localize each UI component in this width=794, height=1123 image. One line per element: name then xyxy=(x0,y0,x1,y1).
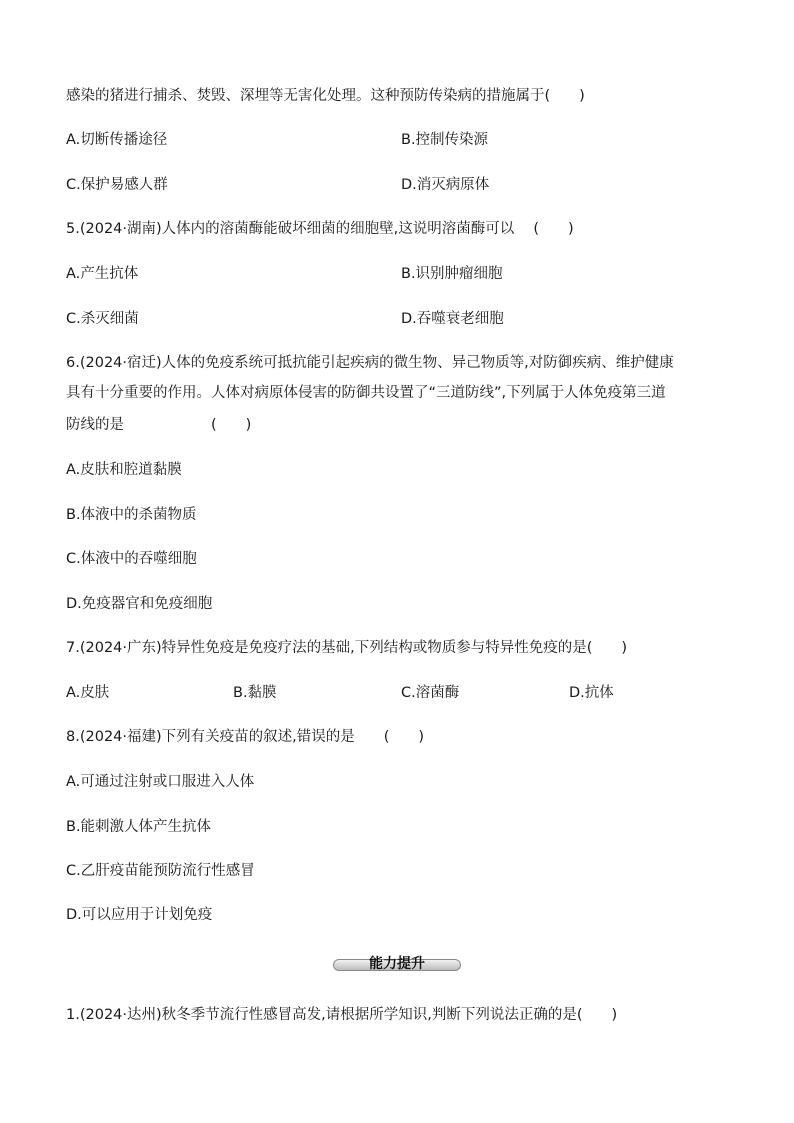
question-4-option-b: B.控制传染源 xyxy=(401,132,489,148)
question-4-stem-tail: 感染的猪进行捕杀、焚毁、深埋等无害化处理。这种预防传染病的措施属于( ) xyxy=(66,88,585,104)
question-8-stem: 8.(2024·福建)下列有关疫苗的叙述,错误的是 ( ) xyxy=(66,729,425,745)
question-5-option-c: C.杀灭细菌 xyxy=(66,311,139,327)
question-6-option-b: B.体液中的杀菌物质 xyxy=(66,507,197,523)
question-6-stem-line-3: 防线的是 ( ) xyxy=(66,417,252,433)
question-6-option-c: C.体液中的吞噬细胞 xyxy=(66,551,197,567)
question-7-stem: 7.(2024·广东)特异性免疫是免疫疗法的基础,下列结构或物质参与特异性免疫的是( ) xyxy=(66,640,628,656)
question-8-option-d: D.可以应用于计划免疫 xyxy=(66,907,213,923)
question-4-option-a: A.切断传播途径 xyxy=(66,132,168,148)
section-banner xyxy=(333,955,461,973)
question-7-option-d: D.抗体 xyxy=(569,685,614,701)
question-6-option-a: A.皮肤和腔道黏膜 xyxy=(66,462,182,478)
question-8-option-b: B.能刺激人体产生抗体 xyxy=(66,819,212,835)
question-5-option-a: A.产生抗体 xyxy=(66,266,139,282)
section-title: 能力提升 xyxy=(369,956,425,972)
question-4-option-d: D.消灭病原体 xyxy=(401,177,490,193)
question-8-option-a: A.可通过注射或口服进入人体 xyxy=(66,774,255,790)
question-5-option-d: D.吞噬衰老细胞 xyxy=(401,311,504,327)
question-7-option-b: B.黏膜 xyxy=(233,685,277,701)
question-4-option-c: C.保护易感人群 xyxy=(66,177,168,193)
question-6-stem-line-2: 具有十分重要的作用。人体对病原体侵害的防御共设置了“三道防线”,下列属于人体免疫第三道 xyxy=(66,385,666,401)
question-5-option-b: B.识别肿瘤细胞 xyxy=(401,266,503,282)
question-7-option-c: C.溶菌酶 xyxy=(401,685,460,701)
question-6-option-d: D.免疫器官和免疫细胞 xyxy=(66,596,213,612)
question-7-option-a: A.皮肤 xyxy=(66,685,110,701)
section-question-1-stem: 1.(2024·达州)秋冬季节流行性感冒高发,请根据所学知识,判断下列说法正确的是( ) xyxy=(66,1007,618,1023)
question-6-stem-line-1: 6.(2024·宿迁)人体的免疫系统可抵抗能引起疾病的微生物、异己物质等,对防御疾病、维护健康 xyxy=(66,355,674,371)
question-8-option-c: C.乙肝疫苗能预防流行性感冒 xyxy=(66,863,255,879)
question-5-stem: 5.(2024·湖南)人体内的溶菌酶能破坏细菌的细胞壁,这说明溶菌酶可以 ( ) xyxy=(66,221,574,237)
